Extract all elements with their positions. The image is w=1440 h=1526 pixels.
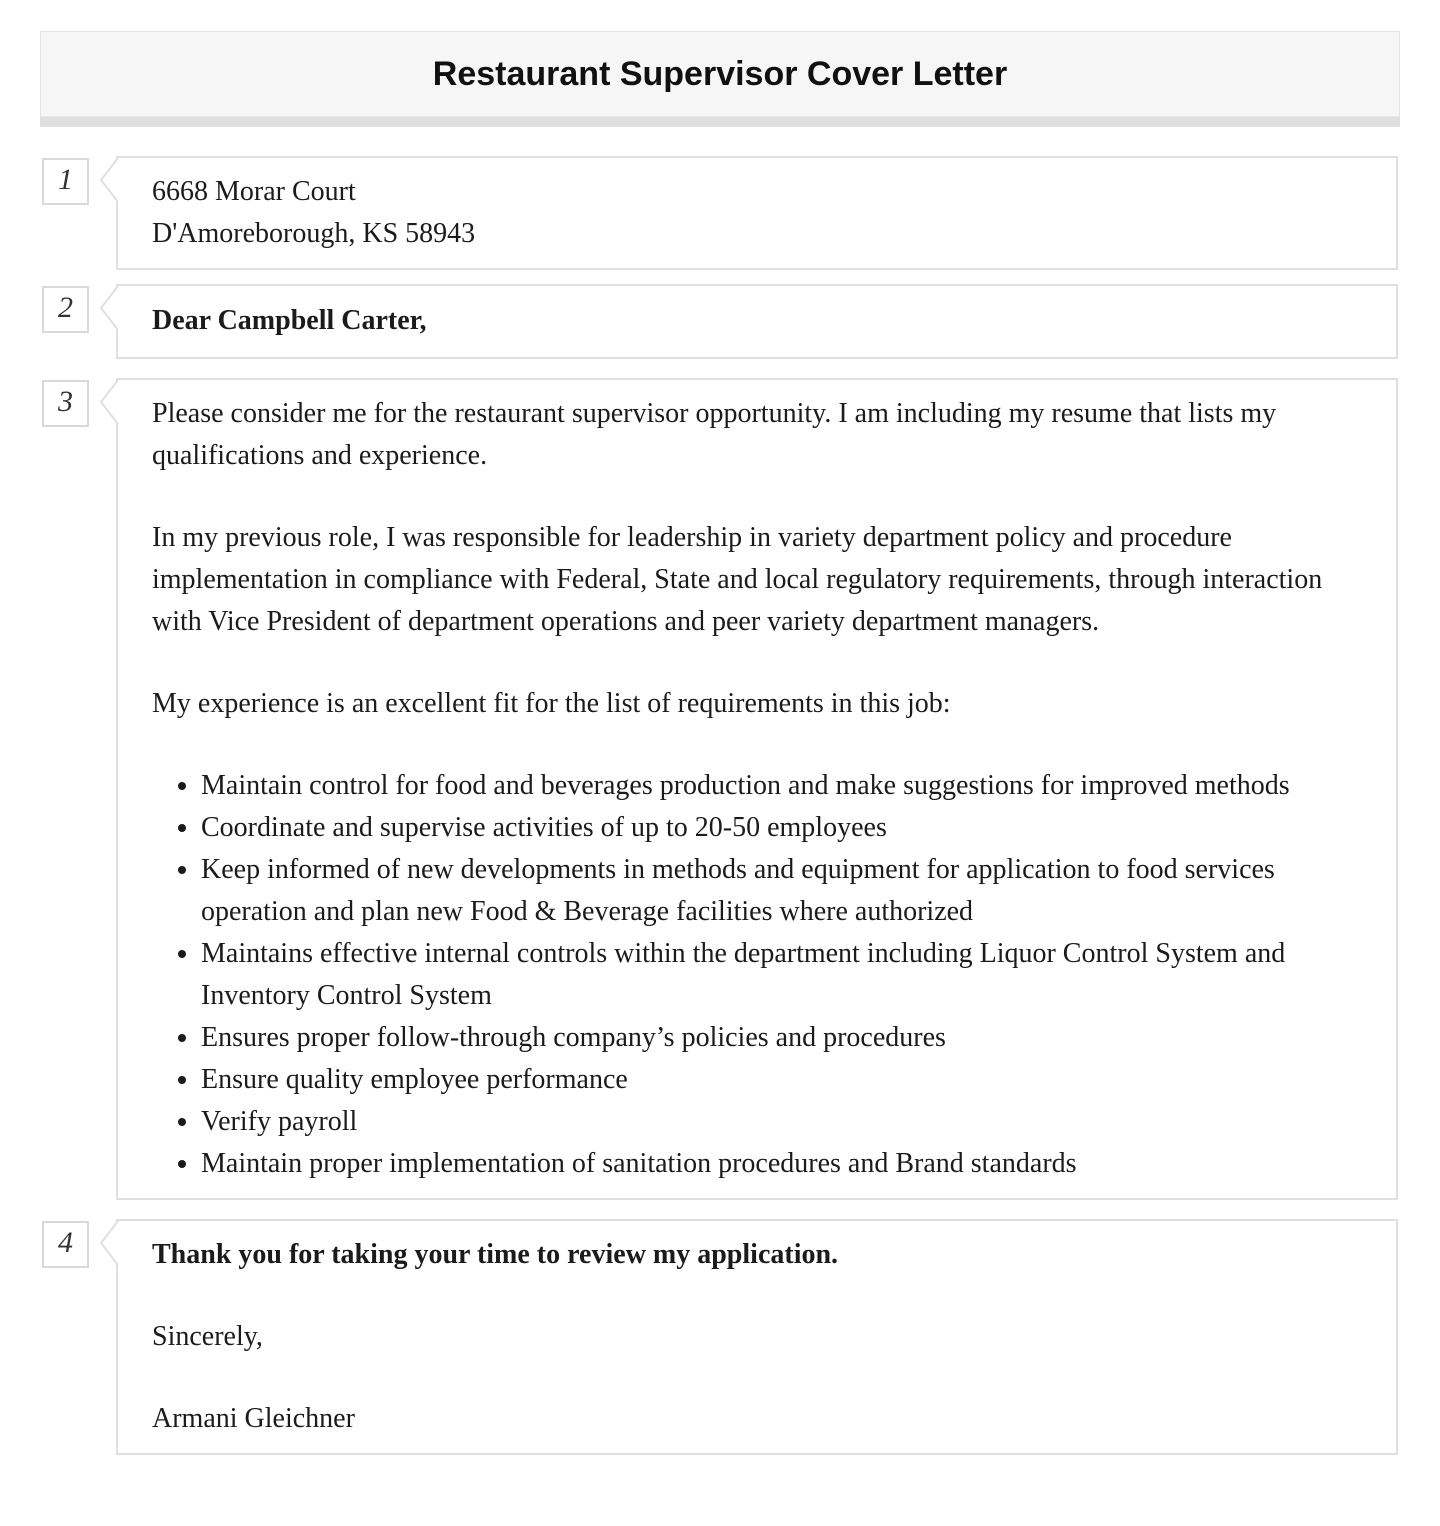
section-number-badge	[42, 286, 89, 333]
section-body	[0, 378, 1440, 1200]
address-card	[116, 156, 1398, 270]
requirement-item: • Maintains effective internal controls within the department including Liquor Control System and Inventory Control System	[201, 933, 1362, 1017]
requirements-list	[152, 765, 1362, 1185]
requirement-item: • Verify payroll	[201, 1101, 1362, 1143]
section-closing	[0, 1219, 1440, 1455]
closing-signoff: Sincerely,	[152, 1321, 263, 1352]
address-line-1: 6668 Morar Court	[152, 176, 356, 207]
requirement-item: • Keep informed of new developments in methods and equipment for application to food services operation and plan new Food & Beverage facilities where authorized	[201, 849, 1362, 933]
salutation-card	[116, 284, 1398, 359]
section-number: 2	[58, 290, 73, 324]
closing-card	[116, 1219, 1398, 1455]
requirement-item: • Maintain proper implementation of sanitation procedures and Brand standards	[201, 1143, 1362, 1185]
notch-pointer-icon	[97, 1219, 119, 1267]
requirement-item: • Coordinate and supervise activities of up to 20-50 employees	[201, 807, 1362, 849]
notch-pointer-icon	[97, 378, 119, 426]
section-number-badge	[42, 1221, 89, 1268]
body-paragraph-1: Please consider me for the restaurant supervisor opportunity. I am including my resume that lists my qualifications and experience.	[152, 398, 1277, 471]
section-salutation	[0, 284, 1440, 359]
requirement-item: • Maintain control for food and beverages production and make suggestions for improved methods	[201, 765, 1362, 807]
requirement-item: • Ensures proper follow-through company’s policies and procedures	[201, 1017, 1362, 1059]
address-line-2: D'Amoreborough, KS 58943	[152, 218, 476, 249]
page-title: Restaurant Supervisor Cover Letter	[432, 54, 1008, 93]
closing-thanks: Thank you for taking your time to review my application.	[152, 1239, 839, 1270]
section-address	[0, 156, 1440, 270]
requirement-item: • Ensure quality employee performance	[201, 1059, 1362, 1101]
page-header	[40, 31, 1400, 117]
section-number-badge	[42, 158, 89, 205]
notch-pointer-icon	[97, 156, 119, 204]
body-card	[116, 378, 1398, 1200]
body-paragraph-3: My experience is an excellent fit for the list of requirements in this job:	[152, 688, 951, 719]
closing-signature: Armani Gleichner	[152, 1403, 355, 1434]
salutation-text: Dear Campbell Carter,	[152, 305, 427, 336]
section-number-badge	[42, 380, 89, 427]
body-paragraph-2: In my previous role, I was responsible for leadership in variety department policy and procedure implementation in compliance with Federal, State and local regulatory requirements, through interaction with Vice President of department operations and peer variety department managers.	[152, 522, 1323, 637]
section-number: 4	[58, 1225, 73, 1259]
section-number: 1	[58, 162, 73, 196]
section-number: 3	[58, 384, 73, 418]
notch-pointer-icon	[97, 284, 119, 332]
